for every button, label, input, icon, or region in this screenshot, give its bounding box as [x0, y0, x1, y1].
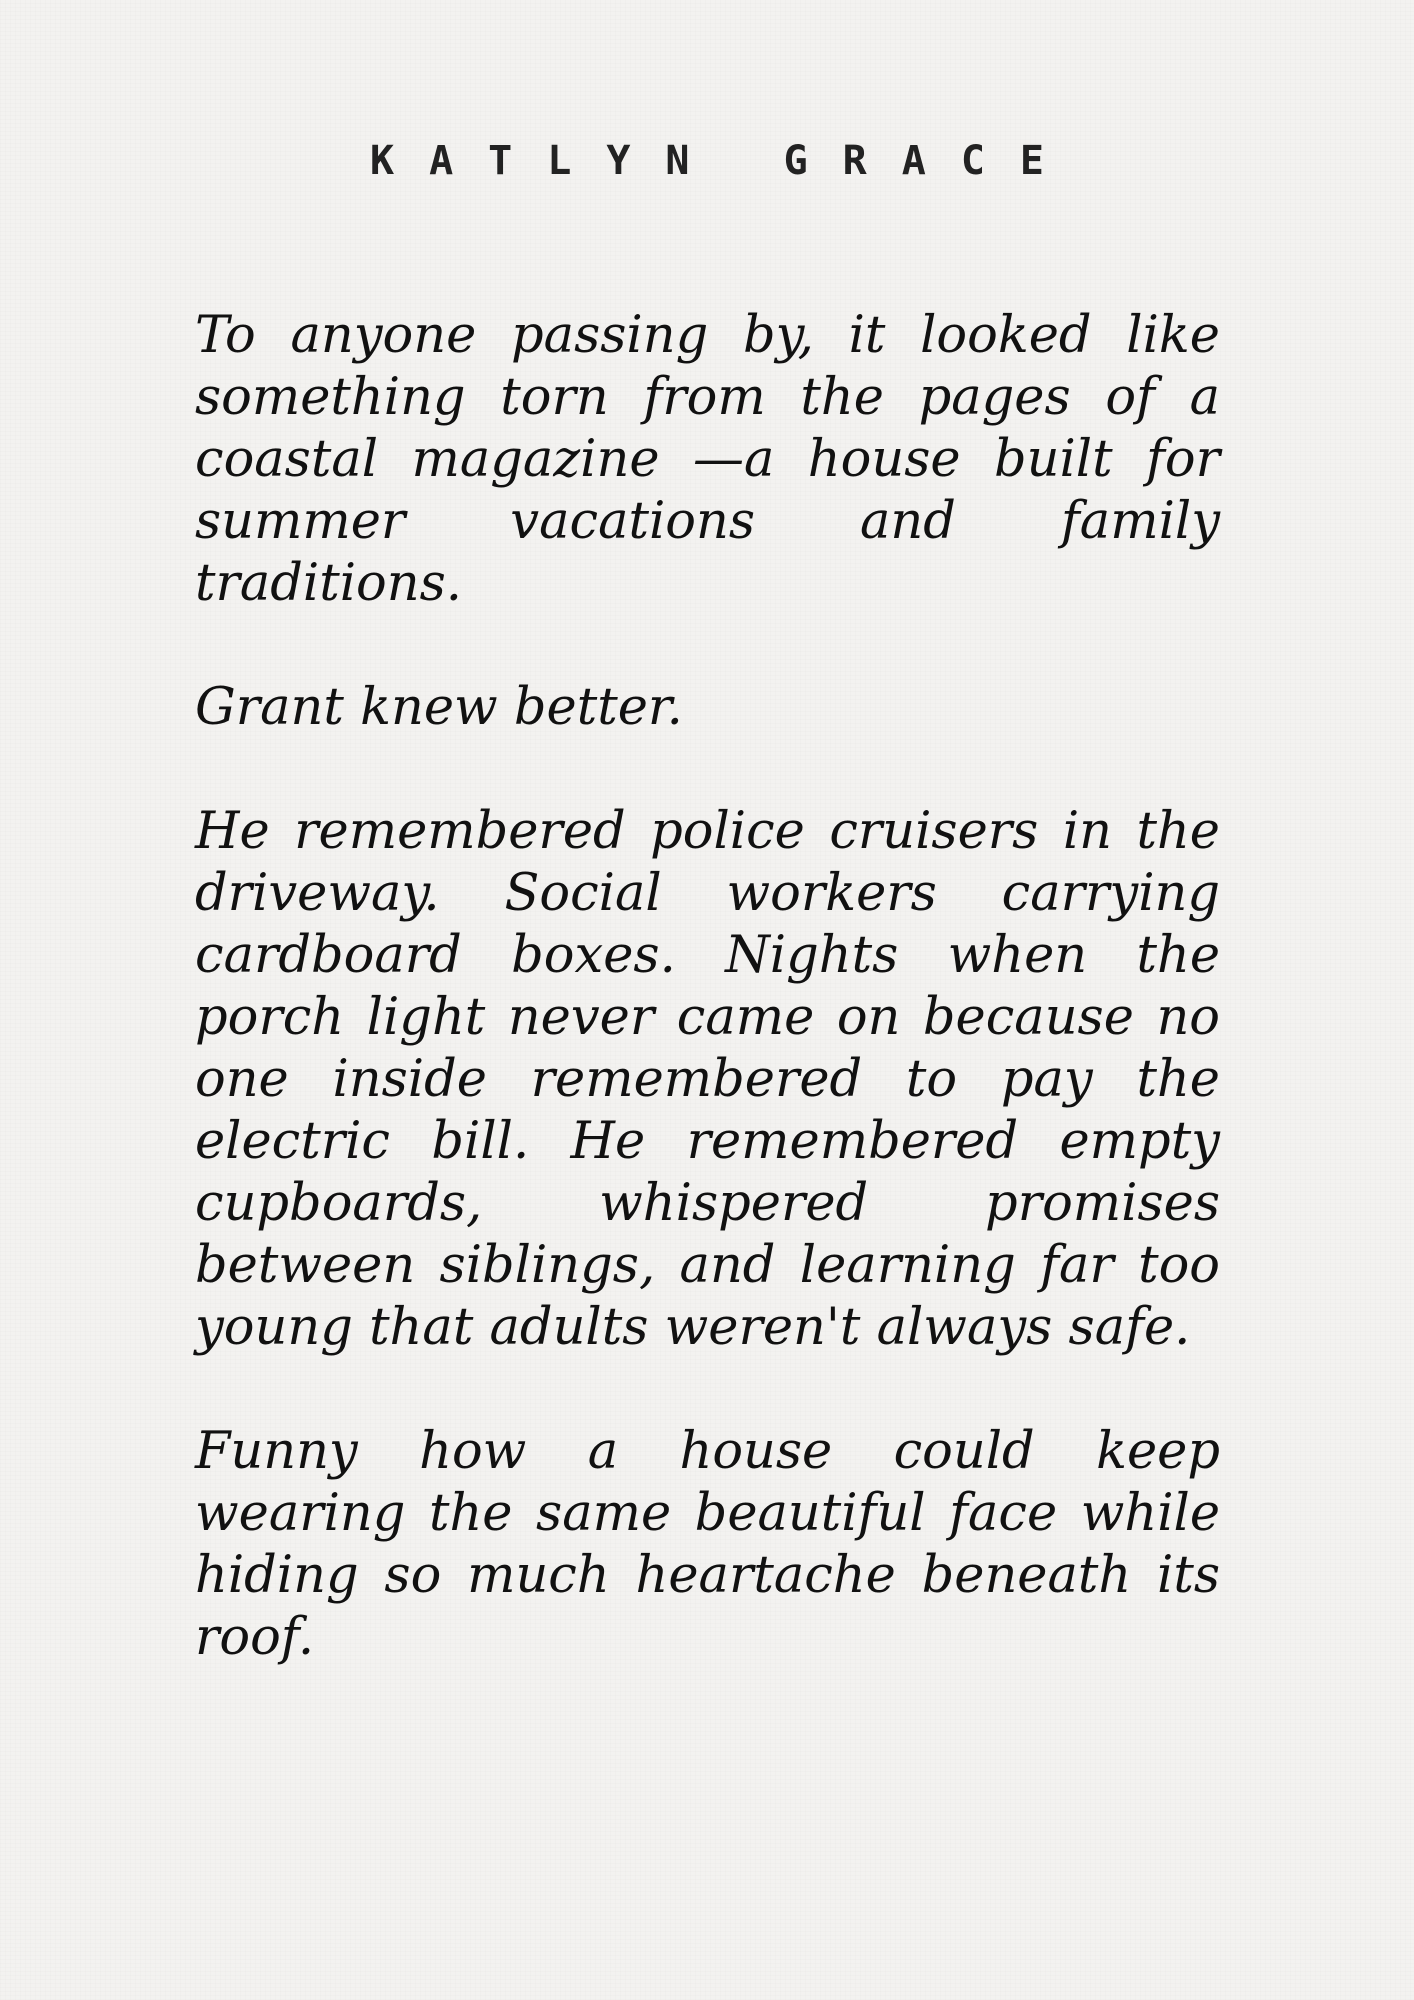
story-text	[195, 305, 1220, 1731]
paragraph: Funny how a house could keep wearing the same beautiful face while hiding so much heartache beneath its roof.	[195, 1422, 1220, 1667]
paragraph: Grant knew better.	[195, 678, 683, 737]
author-name: KATLYN GRACE	[370, 138, 1079, 184]
paragraph: To anyone passing by, it looked like something torn from the pages of a coastal magazine —a house built for summer vacations and family traditions.	[195, 306, 1220, 613]
paragraph: He remembered police cruisers in the driveway. Social workers carrying cardboard boxes. Nights when the porch light never came on because no one inside remembered to pay the electric bill. He remembered empty cupboards, whispered promises between siblings, and learning far too young that adults weren't always safe.	[195, 802, 1220, 1357]
